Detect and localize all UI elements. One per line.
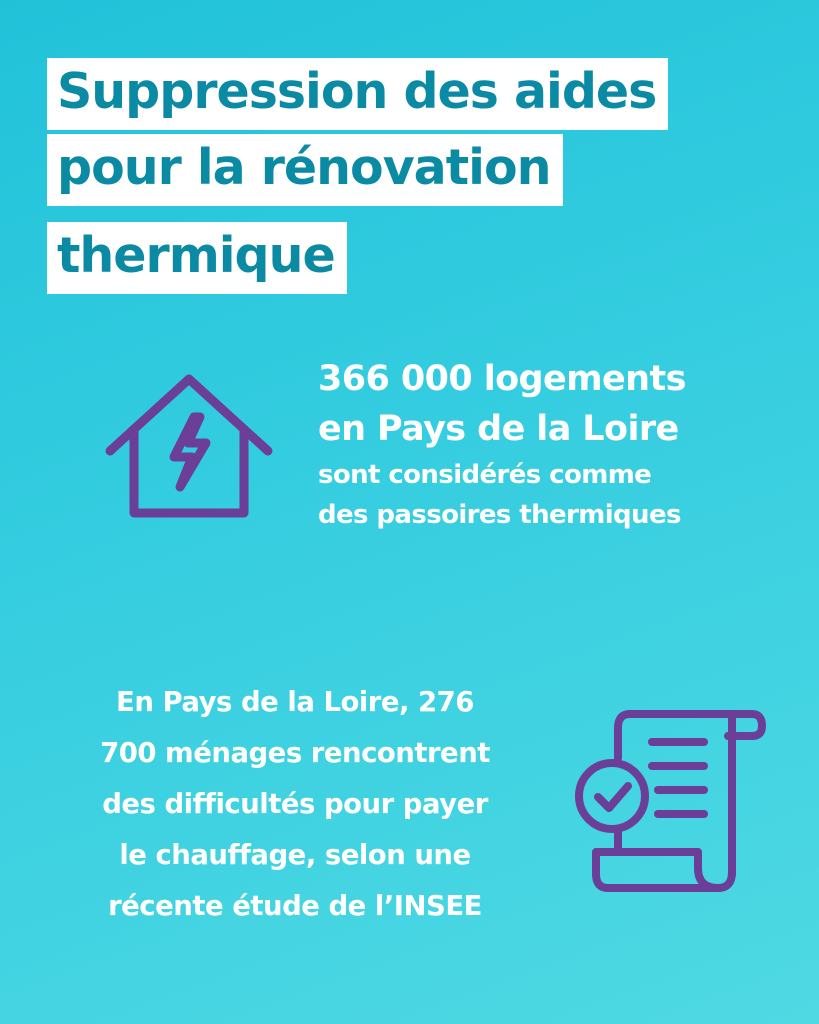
stat-detail-1: sont considérés comme bbox=[318, 460, 652, 490]
stat-detail-2: des passoires thermiques bbox=[318, 500, 681, 530]
bottom-statement bbox=[30, 677, 560, 932]
bottom-line-5: récente étude de l’INSEE bbox=[108, 890, 482, 922]
stat-headline-2: en Pays de la Loire bbox=[318, 409, 679, 449]
house-energy-icon bbox=[104, 373, 274, 523]
bottom-line-3: des difficultés pour payer bbox=[102, 788, 488, 820]
bottom-line-4: le chauffage, selon une bbox=[119, 839, 471, 871]
stat-block bbox=[318, 354, 788, 534]
bottom-line-2: 700 ménages rencontrent bbox=[100, 737, 490, 769]
title-block bbox=[47, 58, 767, 310]
bottom-line-1: En Pays de la Loire, 276 bbox=[116, 686, 474, 718]
receipt-check-icon bbox=[572, 706, 768, 896]
title-line-1: Suppression des aides bbox=[47, 58, 668, 130]
stat-headline-1: 366 000 logements bbox=[318, 359, 686, 399]
title-line-3: thermique bbox=[47, 222, 347, 294]
title-line-2: pour la rénovation bbox=[47, 134, 563, 206]
